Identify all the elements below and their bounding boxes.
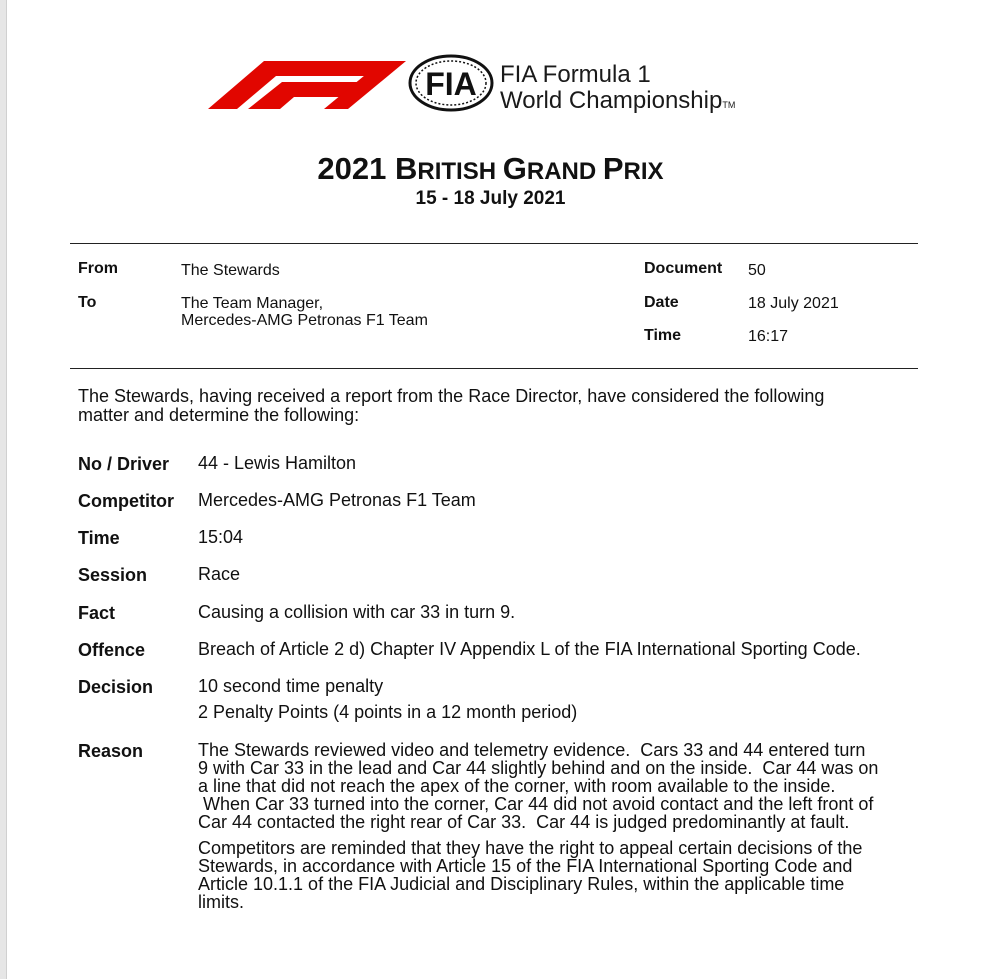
incident-time-label: Time (78, 528, 120, 548)
document-label: Document (644, 260, 723, 277)
from-label: From (78, 260, 118, 277)
fact-value: Causing a collision with car 33 in turn 9. (198, 602, 516, 622)
decision-value (198, 677, 918, 721)
session-label: Session (78, 565, 148, 585)
driver-value: 44 - Lewis Hamilton (198, 453, 357, 473)
fact-label: Fact (78, 603, 116, 623)
issue-time-value: 16:17 (748, 328, 789, 345)
fia-logo (408, 54, 494, 112)
reason-p1-line: The Stewards reviewed video and telemetry evidence. Cars 33 and 44 entered turn (198, 740, 866, 760)
competitor-label: Competitor (78, 491, 174, 511)
decision-line-2: 2 Penalty Points (4 points in a 12 month period) (198, 702, 578, 722)
offence-label: Offence (78, 640, 146, 660)
brand-line-1: FIA Formula 1 (500, 61, 651, 88)
reason-p2-line: Article 10.1.1 of the FIA Judicial and Disciplinary Rules, within the applicable time (198, 874, 845, 894)
reason-p2-line: Stewards, in accordance with Article 15 of the FIA International Sporting Code and (198, 856, 853, 876)
reason-p1-line: When Car 33 turned into the corner, Car 44 did not avoid contact and the left front of (198, 794, 874, 814)
document-value: 50 (748, 262, 766, 279)
reason-p2-line: limits. (198, 892, 244, 912)
decision-line-1: 10 second time penalty (198, 676, 384, 696)
trademark: TM (722, 100, 736, 110)
to-label: To (78, 294, 97, 311)
event-dates: 15 - 18 July 2021 (415, 188, 566, 209)
session-value: Race (198, 564, 241, 584)
date-label: Date (644, 294, 679, 311)
brand-text (500, 62, 735, 118)
reason-value (198, 741, 918, 911)
decision-label: Decision (78, 677, 154, 697)
fia-logo-text: FIA (425, 66, 477, 102)
header-top-rule (70, 243, 918, 244)
reason-p1-line: a line that did not reach the apex of the corner, with room available to the inside. (198, 776, 836, 796)
incident-time-value: 15:04 (198, 527, 244, 547)
intro-paragraph: The Stewards, having received a report from the Race Director, have considered the following matter and determine the following: (78, 386, 825, 425)
reason-p1-line: 9 with Car 33 in the lead and Car 44 slightly behind and on the inside. Car 44 was on (198, 758, 879, 778)
to-value: The Team Manager, Mercedes-AMG Petronas F1 Team (181, 295, 428, 329)
driver-label: No / Driver (78, 454, 170, 474)
page-title: 2021 BRITISH GRAND PRIX (317, 151, 664, 186)
page-edge-line (6, 0, 7, 979)
from-value: The Stewards (181, 262, 280, 279)
issue-time-label: Time (644, 327, 682, 344)
reason-p1-line: Car 44 contacted the right rear of Car 33. Car 44 is judged predominantly at fault. (198, 812, 850, 832)
reason-p2-line: Competitors are reminded that they have the right to appeal certain decisions of the (198, 838, 863, 858)
brand-line-2: World ChampionshipTM (500, 87, 736, 114)
f1-logo (206, 58, 406, 110)
competitor-value: Mercedes-AMG Petronas F1 Team (198, 490, 476, 510)
offence-value: Breach of Article 2 d) Chapter IV Appendix L of the FIA International Sporting Code. (198, 639, 861, 659)
date-value: 18 July 2021 (748, 295, 839, 312)
header-bottom-rule (70, 368, 918, 369)
reason-label: Reason (78, 741, 144, 761)
